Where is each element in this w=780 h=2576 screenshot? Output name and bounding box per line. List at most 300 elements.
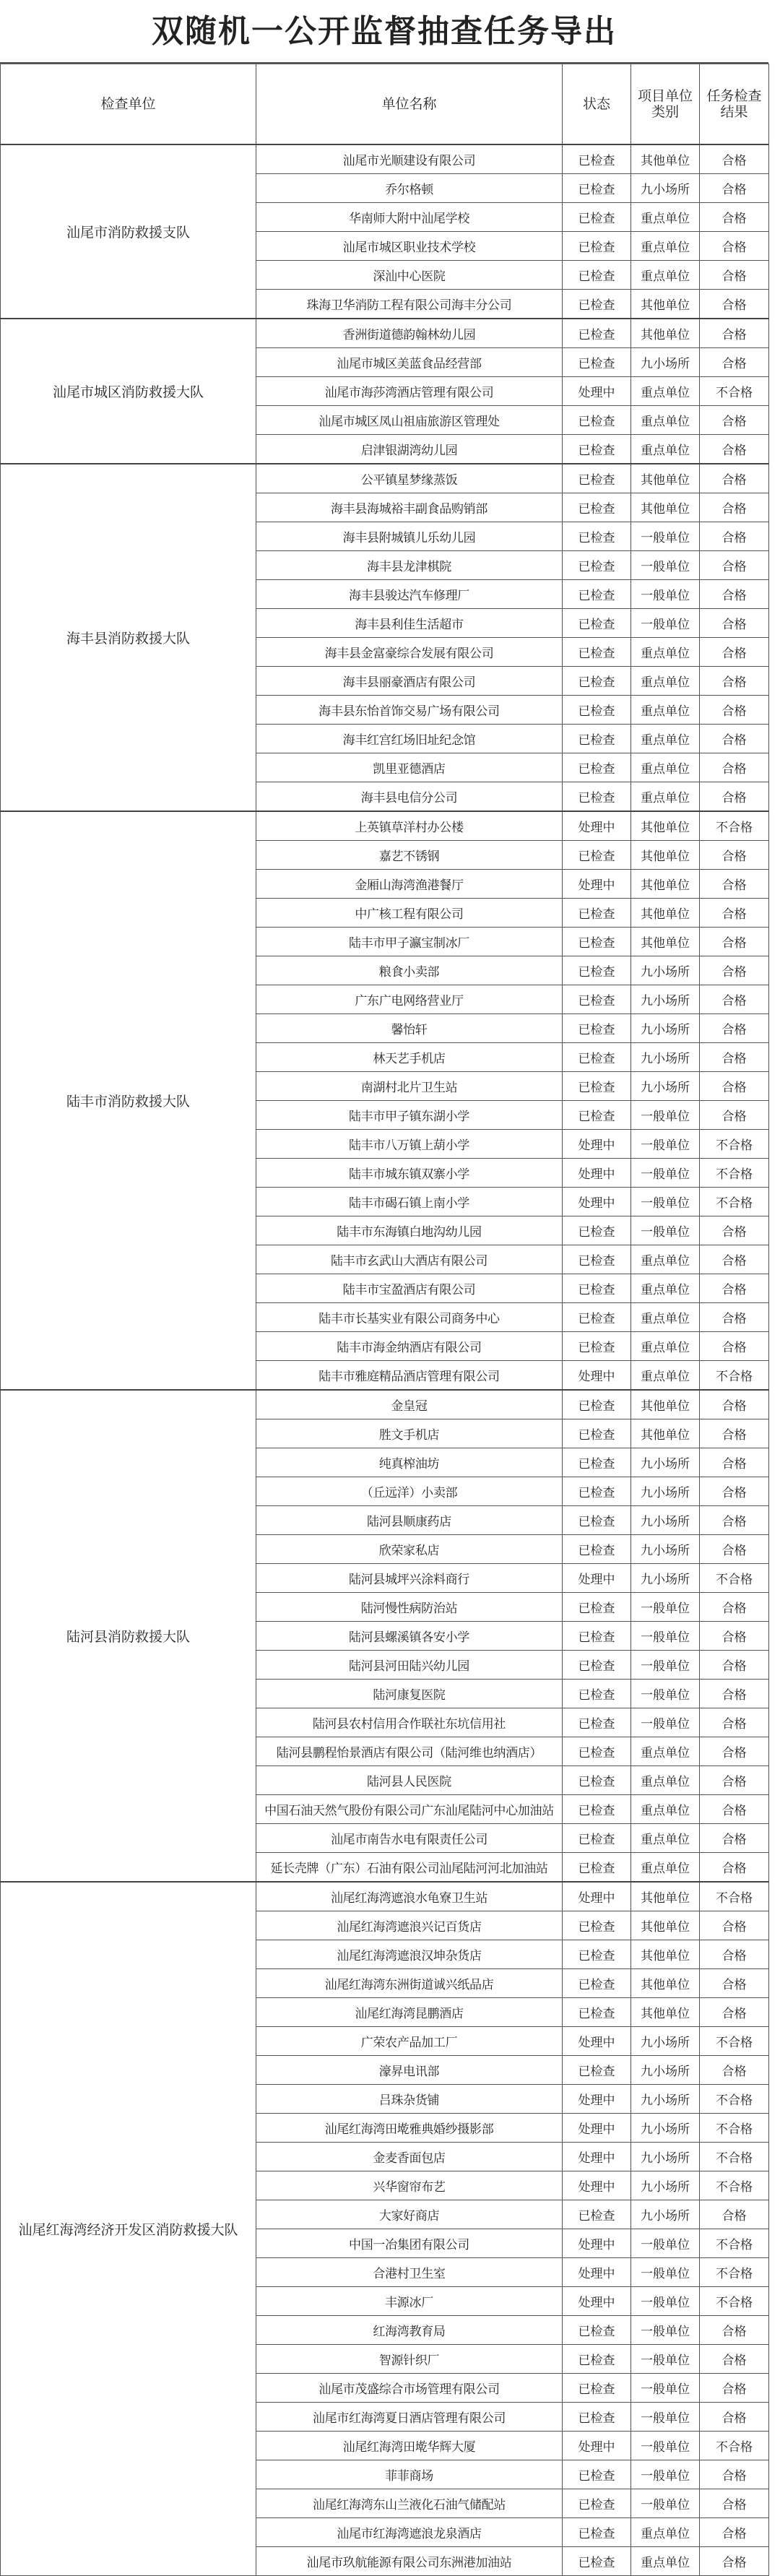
- unit-category-cell: 重点单位: [631, 1332, 700, 1361]
- unit-name-cell: 汕尾红海湾田墘华辉大厦: [256, 2432, 563, 2460]
- check-result-cell: 合格: [700, 870, 769, 899]
- unit-name-cell: 陆丰市甲子瀛宝制冰厂: [256, 928, 563, 956]
- check-result-cell: 合格: [700, 2200, 769, 2229]
- check-result-cell: 合格: [700, 1622, 769, 1651]
- check-result-cell: 合格: [700, 638, 769, 667]
- status-cell: 已检查: [563, 2489, 631, 2518]
- status-cell: 已检查: [563, 1043, 631, 1072]
- unit-name-cell: 智源针织厂: [256, 2345, 563, 2374]
- status-cell: 已检查: [563, 1419, 631, 1448]
- unit-name-cell: 汕尾红海湾遮浪水龟寮卫生站: [256, 1882, 563, 1911]
- unit-category-cell: 九小场所: [631, 1448, 700, 1477]
- unit-name-cell: 陆丰市甲子镇东湖小学: [256, 1101, 563, 1130]
- status-cell: 已检查: [563, 1477, 631, 1506]
- unit-category-cell: 九小场所: [631, 2085, 700, 2114]
- status-cell: 已检查: [563, 1795, 631, 1824]
- unit-category-cell: 重点单位: [631, 261, 700, 290]
- unit-category-cell: 重点单位: [631, 1824, 700, 1853]
- unit-category-cell: 九小场所: [631, 2114, 700, 2143]
- status-cell: 处理中: [563, 1882, 631, 1911]
- unit-name-cell: 陆丰市碣石镇上南小学: [256, 1188, 563, 1216]
- check-result-cell: 合格: [700, 1216, 769, 1245]
- unit-category-cell: 九小场所: [631, 2171, 700, 2200]
- status-cell: 已检查: [563, 609, 631, 638]
- status-cell: 已检查: [563, 406, 631, 435]
- check-result-cell: 合格: [700, 2518, 769, 2547]
- status-cell: 已检查: [563, 290, 631, 319]
- check-result-cell: 不合格: [700, 2114, 769, 2143]
- status-cell: 已检查: [563, 1824, 631, 1853]
- status-cell: 已检查: [563, 2547, 631, 2576]
- check-result-cell: 合格: [700, 696, 769, 725]
- status-cell: 处理中: [563, 870, 631, 899]
- check-result-cell: 合格: [700, 956, 769, 985]
- check-result-cell: 合格: [700, 144, 769, 174]
- unit-category-cell: 九小场所: [631, 2200, 700, 2229]
- unit-name-cell: 汕尾市玖航能源有限公司东洲港加油站: [256, 2547, 563, 2576]
- table-row: [1, 1882, 769, 1911]
- unit-category-cell: 一般单位: [631, 2287, 700, 2316]
- unit-category-cell: 一般单位: [631, 2489, 700, 2518]
- check-result-cell: 合格: [700, 1998, 769, 2027]
- unit-name-cell: 陆河康复医院: [256, 1680, 563, 1708]
- check-result-cell: 不合格: [700, 1564, 769, 1593]
- unit-name-cell: 广荣农产品加工厂: [256, 2027, 563, 2056]
- unit-category-cell: 其他单位: [631, 841, 700, 870]
- unit-name-cell: 汕尾红海湾昆鹏酒店: [256, 1998, 563, 2027]
- unit-name-cell: 红海湾教育局: [256, 2316, 563, 2345]
- unit-name-cell: 上英镇草洋村办公楼: [256, 811, 563, 841]
- unit-category-cell: 一般单位: [631, 2316, 700, 2345]
- status-cell: 处理中: [563, 2143, 631, 2171]
- status-cell: 已检查: [563, 782, 631, 812]
- check-result-cell: 合格: [700, 1043, 769, 1072]
- check-result-cell: 合格: [700, 1940, 769, 1969]
- status-cell: 已检查: [563, 1535, 631, 1564]
- status-cell: 处理中: [563, 2287, 631, 2316]
- unit-category-cell: 重点单位: [631, 1274, 700, 1303]
- status-cell: 已检查: [563, 174, 631, 203]
- check-result-cell: 合格: [700, 580, 769, 609]
- unit-category-cell: 一般单位: [631, 2460, 700, 2489]
- table-body: [1, 144, 769, 2576]
- check-result-cell: 合格: [700, 782, 769, 812]
- status-cell: 已检查: [563, 522, 631, 551]
- unit-category-cell: 一般单位: [631, 1680, 700, 1708]
- unit-category-cell: 九小场所: [631, 1043, 700, 1072]
- check-result-cell: 合格: [700, 1477, 769, 1506]
- unit-name-cell: 汕尾市海莎湾酒店管理有限公司: [256, 377, 563, 406]
- status-cell: 已检查: [563, 696, 631, 725]
- status-cell: 已检查: [563, 551, 631, 580]
- unit-category-cell: 一般单位: [631, 609, 700, 638]
- status-cell: 已检查: [563, 2056, 631, 2085]
- unit-category-cell: 其他单位: [631, 1390, 700, 1419]
- unit-name-cell: 陆丰市八万镇上葫小学: [256, 1130, 563, 1159]
- unit-category-cell: 一般单位: [631, 580, 700, 609]
- table-row: [1, 811, 769, 841]
- check-result-cell: 合格: [700, 899, 769, 928]
- unit-name-cell: 海丰红宫红场旧址纪念馆: [256, 725, 563, 753]
- status-cell: 已检查: [563, 2403, 631, 2432]
- check-result-cell: 合格: [700, 203, 769, 232]
- check-result-cell: 合格: [700, 1969, 769, 1998]
- check-result-cell: 合格: [700, 1072, 769, 1101]
- unit-name-cell: 乔尔格顿: [256, 174, 563, 203]
- check-result-cell: 合格: [700, 1506, 769, 1535]
- table-row: [1, 144, 769, 174]
- unit-category-cell: 九小场所: [631, 2027, 700, 2056]
- unit-category-cell: 九小场所: [631, 985, 700, 1014]
- status-cell: 处理中: [563, 1159, 631, 1188]
- inspection-unit-cell: 海丰县消防救援大队: [1, 464, 256, 811]
- check-result-cell: 不合格: [700, 1188, 769, 1216]
- status-cell: 已检查: [563, 1072, 631, 1101]
- unit-name-cell: 兴华窗帘布艺: [256, 2171, 563, 2200]
- status-cell: 已检查: [563, 1593, 631, 1622]
- table-row: [1, 1390, 769, 1419]
- table-header-row: [1, 64, 769, 145]
- check-result-cell: 合格: [700, 435, 769, 464]
- status-cell: 处理中: [563, 1361, 631, 1391]
- unit-name-cell: 合港村卫生室: [256, 2258, 563, 2287]
- unit-name-cell: 胜文手机店: [256, 1419, 563, 1448]
- unit-name-cell: 汕尾市南告水电有限责任公司: [256, 1824, 563, 1853]
- check-result-cell: 合格: [700, 1448, 769, 1477]
- unit-category-cell: 其他单位: [631, 493, 700, 522]
- status-cell: 处理中: [563, 2114, 631, 2143]
- check-result-cell: 合格: [700, 753, 769, 782]
- inspection-unit-cell: 陆河县消防救援大队: [1, 1390, 256, 1882]
- status-cell: 已检查: [563, 899, 631, 928]
- status-cell: 已检查: [563, 1708, 631, 1737]
- check-result-cell: 合格: [700, 1274, 769, 1303]
- status-cell: 处理中: [563, 2027, 631, 2056]
- check-result-cell: 合格: [700, 1390, 769, 1419]
- unit-category-cell: 重点单位: [631, 667, 700, 696]
- unit-category-cell: 一般单位: [631, 2374, 700, 2403]
- unit-name-cell: 陆丰市长基实业有限公司商务中心: [256, 1303, 563, 1332]
- status-cell: 已检查: [563, 2518, 631, 2547]
- inspection-unit-cell: 汕尾红海湾经济开发区消防救援大队: [1, 1882, 256, 2576]
- inspection-unit-cell: 汕尾市城区消防救援大队: [1, 319, 256, 464]
- check-result-cell: 合格: [700, 2403, 769, 2432]
- unit-category-cell: 重点单位: [631, 2547, 700, 2576]
- check-result-cell: 不合格: [700, 2143, 769, 2171]
- unit-name-cell: 纯真榨油坊: [256, 1448, 563, 1477]
- unit-name-cell: 吕珠杂货铺: [256, 2085, 563, 2114]
- unit-category-cell: 一般单位: [631, 522, 700, 551]
- unit-name-cell: （丘远洋）小卖部: [256, 1477, 563, 1506]
- unit-name-cell: 海丰县金富豪综合发展有限公司: [256, 638, 563, 667]
- check-result-cell: 合格: [700, 2056, 769, 2085]
- status-cell: 已检查: [563, 1216, 631, 1245]
- unit-name-cell: 启津银湖湾幼儿园: [256, 435, 563, 464]
- check-result-cell: 不合格: [700, 2258, 769, 2287]
- unit-name-cell: 中国石油天然气股份有限公司广东汕尾陆河中心加油站: [256, 1795, 563, 1824]
- unit-name-cell: 海丰县东怡首饰交易广场有限公司: [256, 696, 563, 725]
- unit-category-cell: 其他单位: [631, 144, 700, 174]
- check-result-cell: 合格: [700, 1419, 769, 1448]
- unit-name-cell: 汕尾市城区凤山祖庙旅游区管理处: [256, 406, 563, 435]
- status-cell: 已检查: [563, 2200, 631, 2229]
- header-inspection-unit: 检查单位: [1, 64, 256, 145]
- status-cell: 已检查: [563, 435, 631, 464]
- status-cell: 已检查: [563, 1332, 631, 1361]
- check-result-cell: 合格: [700, 725, 769, 753]
- status-cell: 已检查: [563, 1998, 631, 2027]
- unit-category-cell: 其他单位: [631, 1882, 700, 1911]
- check-result-cell: 不合格: [700, 2171, 769, 2200]
- check-result-cell: 不合格: [700, 1882, 769, 1911]
- unit-name-cell: 中国一冶集团有限公司: [256, 2229, 563, 2258]
- check-result-cell: 不合格: [700, 2229, 769, 2258]
- check-result-cell: 不合格: [700, 377, 769, 406]
- unit-name-cell: 汕尾市红海湾夏日酒店管理有限公司: [256, 2403, 563, 2432]
- status-cell: 已检查: [563, 1274, 631, 1303]
- unit-name-cell: 林天艺手机店: [256, 1043, 563, 1072]
- unit-category-cell: 重点单位: [631, 753, 700, 782]
- header-status: 状态: [563, 64, 631, 145]
- unit-name-cell: 公平镇星梦缘蒸饭: [256, 464, 563, 493]
- unit-name-cell: 汕尾市城区美蓝食品经营部: [256, 348, 563, 377]
- unit-category-cell: 一般单位: [631, 1101, 700, 1130]
- unit-category-cell: 其他单位: [631, 1911, 700, 1940]
- unit-name-cell: 中广核工程有限公司: [256, 899, 563, 928]
- unit-category-cell: 一般单位: [631, 1622, 700, 1651]
- task-table: [0, 64, 769, 2576]
- check-result-cell: 合格: [700, 667, 769, 696]
- unit-name-cell: 海丰县利佳生活超市: [256, 609, 563, 638]
- status-cell: 已检查: [563, 1101, 631, 1130]
- unit-name-cell: 汕尾市红海湾遮浪龙泉酒店: [256, 2518, 563, 2547]
- check-result-cell: 合格: [700, 2374, 769, 2403]
- unit-name-cell: 香洲街道德韵翰林幼儿园: [256, 319, 563, 348]
- check-result-cell: 不合格: [700, 811, 769, 841]
- status-cell: 已检查: [563, 1680, 631, 1708]
- status-cell: 已检查: [563, 580, 631, 609]
- status-cell: 已检查: [563, 319, 631, 348]
- check-result-cell: 合格: [700, 1651, 769, 1680]
- status-cell: 处理中: [563, 811, 631, 841]
- check-result-cell: 合格: [700, 1853, 769, 1883]
- unit-category-cell: 一般单位: [631, 2345, 700, 2374]
- unit-category-cell: 其他单位: [631, 811, 700, 841]
- unit-category-cell: 一般单位: [631, 551, 700, 580]
- unit-category-cell: 其他单位: [631, 928, 700, 956]
- unit-name-cell: 陆河县农村信用合作联社东坑信用社: [256, 1708, 563, 1737]
- unit-name-cell: 珠海卫华消防工程有限公司海丰分公司: [256, 290, 563, 319]
- status-cell: 已检查: [563, 1448, 631, 1477]
- status-cell: 处理中: [563, 1564, 631, 1593]
- unit-category-cell: 重点单位: [631, 696, 700, 725]
- check-result-cell: 不合格: [700, 1130, 769, 1159]
- unit-name-cell: 华南师大附中汕尾学校: [256, 203, 563, 232]
- status-cell: 已检查: [563, 261, 631, 290]
- status-cell: 已检查: [563, 841, 631, 870]
- check-result-cell: 合格: [700, 1303, 769, 1332]
- unit-category-cell: 重点单位: [631, 377, 700, 406]
- unit-category-cell: 一般单位: [631, 2229, 700, 2258]
- unit-name-cell: 陆河县鹏程怡景酒店有限公司（陆河维也纳酒店）: [256, 1737, 563, 1766]
- status-cell: 已检查: [563, 985, 631, 1014]
- unit-name-cell: 海丰县附城镇儿乐幼儿园: [256, 522, 563, 551]
- unit-name-cell: 汕尾红海湾遮浪兴记百货店: [256, 1911, 563, 1940]
- status-cell: 已检查: [563, 725, 631, 753]
- unit-category-cell: 重点单位: [631, 1853, 700, 1883]
- unit-name-cell: 南湖村北片卫生站: [256, 1072, 563, 1101]
- unit-category-cell: 其他单位: [631, 1969, 700, 1998]
- unit-category-cell: 其他单位: [631, 319, 700, 348]
- check-result-cell: 不合格: [700, 2287, 769, 2316]
- unit-category-cell: 重点单位: [631, 1303, 700, 1332]
- unit-category-cell: 其他单位: [631, 899, 700, 928]
- unit-name-cell: 陆河县人民医院: [256, 1766, 563, 1795]
- unit-category-cell: 九小场所: [631, 1564, 700, 1593]
- unit-category-cell: 一般单位: [631, 1216, 700, 1245]
- unit-name-cell: 汕尾市光顺建设有限公司: [256, 144, 563, 174]
- check-result-cell: 合格: [700, 1737, 769, 1766]
- unit-category-cell: 一般单位: [631, 1188, 700, 1216]
- status-cell: 已检查: [563, 1766, 631, 1795]
- unit-category-cell: 重点单位: [631, 435, 700, 464]
- check-result-cell: 合格: [700, 1824, 769, 1853]
- unit-category-cell: 重点单位: [631, 1737, 700, 1766]
- unit-name-cell: 菲菲商场: [256, 2460, 563, 2489]
- status-cell: 已检查: [563, 1969, 631, 1998]
- unit-name-cell: 陆丰市城东镇双寨小学: [256, 1159, 563, 1188]
- unit-name-cell: 金皇冠: [256, 1390, 563, 1419]
- status-cell: 已检查: [563, 232, 631, 261]
- unit-category-cell: 其他单位: [631, 290, 700, 319]
- unit-category-cell: 九小场所: [631, 1535, 700, 1564]
- check-result-cell: 合格: [700, 2460, 769, 2489]
- check-result-cell: 合格: [700, 290, 769, 319]
- check-result-cell: 合格: [700, 261, 769, 290]
- check-result-cell: 合格: [700, 551, 769, 580]
- inspection-unit-cell: 陆丰市消防救援大队: [1, 811, 256, 1390]
- unit-name-cell: 海丰县骏达汽车修理厂: [256, 580, 563, 609]
- unit-category-cell: 一般单位: [631, 1651, 700, 1680]
- status-cell: 已检查: [563, 1911, 631, 1940]
- unit-name-cell: 金麦香面包店: [256, 2143, 563, 2171]
- check-result-cell: 合格: [700, 348, 769, 377]
- check-result-cell: 合格: [700, 493, 769, 522]
- status-cell: 处理中: [563, 2432, 631, 2460]
- status-cell: 已检查: [563, 1737, 631, 1766]
- status-cell: 已检查: [563, 956, 631, 985]
- unit-category-cell: 重点单位: [631, 203, 700, 232]
- check-result-cell: 合格: [700, 2489, 769, 2518]
- unit-name-cell: 凯里亚德酒店: [256, 753, 563, 782]
- status-cell: 已检查: [563, 928, 631, 956]
- status-cell: 处理中: [563, 377, 631, 406]
- check-result-cell: 合格: [700, 1101, 769, 1130]
- status-cell: 已检查: [563, 1940, 631, 1969]
- check-result-cell: 合格: [700, 1014, 769, 1043]
- unit-name-cell: 陆河县河田陆兴幼儿园: [256, 1651, 563, 1680]
- unit-category-cell: 九小场所: [631, 2056, 700, 2085]
- status-cell: 已检查: [563, 1390, 631, 1419]
- status-cell: 已检查: [563, 2460, 631, 2489]
- unit-name-cell: 丰源冰厂: [256, 2287, 563, 2316]
- check-result-cell: 合格: [700, 406, 769, 435]
- status-cell: 已检查: [563, 1245, 631, 1274]
- inspection-unit-cell: 汕尾市消防救援支队: [1, 144, 256, 319]
- check-result-cell: 合格: [700, 841, 769, 870]
- status-cell: 已检查: [563, 2374, 631, 2403]
- unit-name-cell: 欣荣家私店: [256, 1535, 563, 1564]
- check-result-cell: 合格: [700, 174, 769, 203]
- status-cell: 已检查: [563, 753, 631, 782]
- check-result-cell: 合格: [700, 319, 769, 348]
- unit-category-cell: 九小场所: [631, 1014, 700, 1043]
- check-result-cell: 合格: [700, 2345, 769, 2374]
- unit-name-cell: 陆丰市宝盈酒店有限公司: [256, 1274, 563, 1303]
- unit-category-cell: 重点单位: [631, 725, 700, 753]
- status-cell: 已检查: [563, 203, 631, 232]
- unit-category-cell: 九小场所: [631, 174, 700, 203]
- check-result-cell: 合格: [700, 1795, 769, 1824]
- status-cell: 已检查: [563, 1853, 631, 1883]
- unit-name-cell: 汕尾红海湾东山兰液化石油气储配站: [256, 2489, 563, 2518]
- unit-category-cell: 九小场所: [631, 1477, 700, 1506]
- unit-name-cell: 汕尾红海湾田墘雅典婚纱摄影部: [256, 2114, 563, 2143]
- unit-category-cell: 重点单位: [631, 2518, 700, 2547]
- check-result-cell: 合格: [700, 2547, 769, 2576]
- unit-category-cell: 其他单位: [631, 1419, 700, 1448]
- check-result-cell: 合格: [700, 609, 769, 638]
- unit-name-cell: 汕尾红海湾遮浪汉坤杂货店: [256, 1940, 563, 1969]
- check-result-cell: 合格: [700, 1593, 769, 1622]
- unit-name-cell: 海丰县龙津棋院: [256, 551, 563, 580]
- check-result-cell: 合格: [700, 1708, 769, 1737]
- status-cell: 已检查: [563, 1622, 631, 1651]
- unit-name-cell: 陆河县螺溪镇各安小学: [256, 1622, 563, 1651]
- unit-name-cell: 海丰县丽豪酒店有限公司: [256, 667, 563, 696]
- unit-category-cell: 一般单位: [631, 2432, 700, 2460]
- check-result-cell: 合格: [700, 928, 769, 956]
- unit-name-cell: 粮食小卖部: [256, 956, 563, 985]
- check-result-cell: 不合格: [700, 1159, 769, 1188]
- unit-category-cell: 一般单位: [631, 2403, 700, 2432]
- check-result-cell: 合格: [700, 232, 769, 261]
- unit-category-cell: 九小场所: [631, 956, 700, 985]
- check-result-cell: 合格: [700, 1766, 769, 1795]
- unit-name-cell: 嘉艺不锈钢: [256, 841, 563, 870]
- status-cell: 处理中: [563, 2258, 631, 2287]
- check-result-cell: 不合格: [700, 2432, 769, 2460]
- check-result-cell: 合格: [700, 2316, 769, 2345]
- status-cell: 已检查: [563, 348, 631, 377]
- check-result-cell: 合格: [700, 1245, 769, 1274]
- unit-category-cell: 重点单位: [631, 782, 700, 812]
- unit-category-cell: 其他单位: [631, 1940, 700, 1969]
- unit-name-cell: 陆河县城坪兴涂料商行: [256, 1564, 563, 1593]
- unit-name-cell: 汕尾市城区职业技术学校: [256, 232, 563, 261]
- unit-name-cell: 金厢山海湾渔港餐厅: [256, 870, 563, 899]
- status-cell: 已检查: [563, 667, 631, 696]
- unit-category-cell: 重点单位: [631, 1361, 700, 1391]
- unit-name-cell: 汕尾市茂盛综合市场管理有限公司: [256, 2374, 563, 2403]
- unit-category-cell: 其他单位: [631, 1998, 700, 2027]
- unit-category-cell: 一般单位: [631, 1708, 700, 1737]
- unit-name-cell: 海丰县海城裕丰副食品购销部: [256, 493, 563, 522]
- check-result-cell: 不合格: [700, 2027, 769, 2056]
- unit-name-cell: 馨怡轩: [256, 1014, 563, 1043]
- unit-name-cell: 陆河县顺康药店: [256, 1506, 563, 1535]
- check-result-cell: 合格: [700, 522, 769, 551]
